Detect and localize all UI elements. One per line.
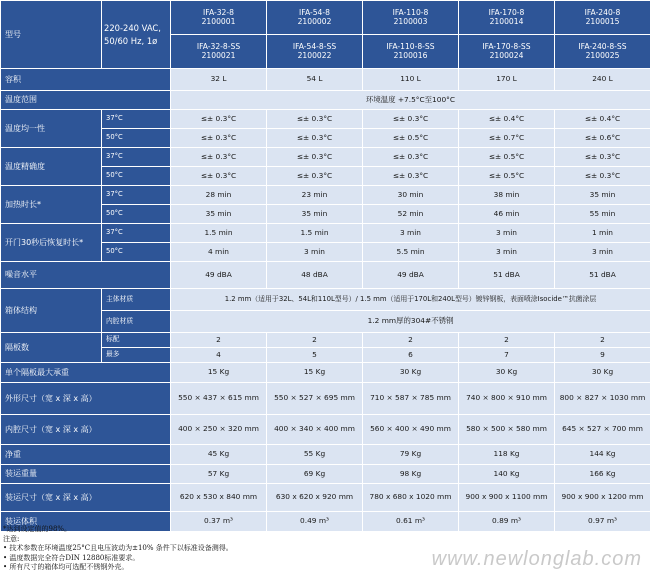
value-cell: ≤± 0.4°C — [555, 110, 650, 129]
value-cell: ≤± 0.6°C — [555, 129, 650, 148]
footnote-line: 注意: — [3, 534, 20, 543]
value-cell: 0.89 m³ — [459, 512, 555, 532]
value-cell: ≤± 0.3°C — [171, 129, 267, 148]
model-name-text: IFA-54-8 — [299, 7, 330, 17]
footnote-line: • 所有尺寸的箱体均可选配不锈钢外壳。 — [3, 563, 129, 571]
row-label: 装运体积 — [1, 512, 171, 532]
value-cell: 57 Kg — [171, 465, 267, 484]
model-code-text: 2100002 — [297, 16, 332, 26]
value-cell: ≤± 0.3°C — [555, 167, 650, 186]
value-cell: 400 × 250 × 320 mm — [171, 415, 267, 445]
value-cell: 1.5 min — [171, 224, 267, 243]
value-cell: 48 dBA — [267, 262, 363, 289]
value-cell: ≤± 0.5°C — [363, 129, 459, 148]
value-cell: 38 min — [459, 186, 555, 205]
value-cell: ≤± 0.4°C — [459, 110, 555, 129]
value-cell: ≤± 0.5°C — [459, 148, 555, 167]
value-cell: 560 × 400 × 490 mm — [363, 415, 459, 445]
value-cell: 0.49 m³ — [267, 512, 363, 532]
row-label: 开门30秒后恢复时长* — [1, 224, 102, 262]
header-row-1 — [1, 1, 650, 35]
row-label: 隔板数 — [1, 333, 102, 363]
value-cell: 69 Kg — [267, 465, 363, 484]
heatup-row-37 — [1, 186, 650, 205]
value-cell: 780 x 680 x 1020 mm — [363, 484, 459, 512]
ship-weight-row — [1, 465, 650, 484]
value-cell: 740 × 800 × 910 mm — [459, 383, 555, 415]
int-dim-row — [1, 415, 650, 445]
value-cell: 140 Kg — [459, 465, 555, 484]
value-cell: 144 Kg — [555, 445, 650, 465]
value-cell: ≤± 0.3°C — [267, 129, 363, 148]
capacity-row — [1, 69, 650, 91]
sub-label: 主体材质 — [102, 289, 171, 311]
model-ss-name — [267, 35, 363, 69]
value-cell: 55 Kg — [267, 445, 363, 465]
model-name-text: IFA-240-8 — [584, 7, 621, 17]
row-label: 净重 — [1, 445, 171, 465]
model-code-text: 2100015 — [585, 16, 620, 26]
model-ss-name-text: IFA-110-8-SS — [386, 41, 435, 51]
value-cell: 2 — [267, 333, 363, 348]
value-cell: 55 min — [555, 205, 650, 224]
model-ss-code-text: 2100022 — [297, 50, 332, 60]
row-label: 噪音水平 — [1, 262, 171, 289]
sub-label: 50°C — [102, 243, 171, 262]
accuracy-row-37 — [1, 148, 650, 167]
value-cell: ≤± 0.3°C — [171, 167, 267, 186]
sub-label: 最多 — [102, 348, 171, 363]
value-cell: 35 min — [171, 205, 267, 224]
model-ss-name — [459, 35, 555, 69]
row-label: 装运重量 — [1, 465, 171, 484]
value-cell: 900 x 900 x 1200 mm — [555, 484, 650, 512]
net-weight-row — [1, 445, 650, 465]
model-code-text: 2100014 — [489, 16, 524, 26]
model-name — [363, 1, 459, 35]
row-label: 温度精确度 — [1, 148, 102, 186]
value-cell: 5 — [267, 348, 363, 363]
value-cell: 800 × 827 × 1030 mm — [555, 383, 650, 415]
value-cell: ≤± 0.3°C — [267, 167, 363, 186]
value-cell: 645 × 527 × 700 mm — [555, 415, 650, 445]
value-cell: 0.61 m³ — [363, 512, 459, 532]
sub-label: 50°C — [102, 129, 171, 148]
value-cell: 30 Kg — [459, 363, 555, 383]
value-cell: 630 x 620 x 920 mm — [267, 484, 363, 512]
recovery-row-37 — [1, 224, 650, 243]
value-cell: 35 min — [555, 186, 650, 205]
value-cell: 79 Kg — [363, 445, 459, 465]
value-cell: 46 min — [459, 205, 555, 224]
value-cell: 7 — [459, 348, 555, 363]
sub-label: 37°C — [102, 186, 171, 205]
row-label: 温度范围 — [1, 91, 171, 110]
max-load-row — [1, 363, 650, 383]
row-label: 加热时长* — [1, 186, 102, 224]
value-cell: ≤± 0.5°C — [459, 167, 555, 186]
value-cell: 580 × 500 × 580 mm — [459, 415, 555, 445]
sub-label: 50°C — [102, 205, 171, 224]
sub-label: 50°C — [102, 167, 171, 186]
ext-dim-row — [1, 383, 650, 415]
structure-row-1 — [1, 289, 650, 311]
value-cell: 0.97 m³ — [555, 512, 650, 532]
value-cell: 1 min — [555, 224, 650, 243]
model-code-text: 2100003 — [393, 16, 428, 26]
value-cell: 1.2 mm（适用于32L、54L和110L型号）/ 1.5 mm（适用于170L和240L型号）镀锌钢板，表面喷涂Isocide™抗菌涂层 — [171, 289, 650, 311]
value-cell: 49 dBA — [171, 262, 267, 289]
row-label: 温度均一性 — [1, 110, 102, 148]
model-name-text: IFA-110-8 — [392, 7, 429, 17]
power-spec: 220-240 VAC, 50/60 Hz, 1ø — [102, 1, 171, 69]
shelves-row-1 — [1, 333, 650, 348]
value-cell: 49 dBA — [363, 262, 459, 289]
value-cell: ≤± 0.3°C — [363, 148, 459, 167]
value-cell: 9 — [555, 348, 650, 363]
row-label: 装运尺寸（宽 x 深 x 高） — [1, 484, 171, 512]
value-cell: ≤± 0.3°C — [171, 148, 267, 167]
value-cell: 2 — [459, 333, 555, 348]
value-cell: 0.37 m³ — [171, 512, 267, 532]
model-name-text: IFA-32-8 — [203, 7, 234, 17]
model-header: 型号 — [1, 1, 102, 69]
model-ss-code-text: 2100016 — [393, 50, 428, 60]
model-ss-name — [555, 35, 650, 69]
value-cell: 23 min — [267, 186, 363, 205]
value-cell: 28 min — [171, 186, 267, 205]
value-cell: 170 L — [459, 69, 555, 91]
value-cell: 710 × 587 × 785 mm — [363, 383, 459, 415]
sub-label: 37°C — [102, 110, 171, 129]
value-cell: 1.5 min — [267, 224, 363, 243]
value-cell: ≤± 0.3°C — [267, 148, 363, 167]
model-ss-name-text: IFA-54-8-SS — [292, 41, 337, 51]
sub-label: 37°C — [102, 148, 171, 167]
model-code-text: 2100001 — [201, 16, 236, 26]
value-cell: 环境温度 +7.5°C至100°C — [171, 91, 650, 110]
ship-dim-row — [1, 484, 650, 512]
value-cell: 45 Kg — [171, 445, 267, 465]
sub-label: 内腔材质 — [102, 311, 171, 333]
value-cell: 54 L — [267, 69, 363, 91]
value-cell: 240 L — [555, 69, 650, 91]
value-cell: 2 — [363, 333, 459, 348]
value-cell: 550 × 527 × 695 mm — [267, 383, 363, 415]
value-cell: ≤± 0.7°C — [459, 129, 555, 148]
value-cell: ≤± 0.3°C — [267, 110, 363, 129]
value-cell: 35 min — [267, 205, 363, 224]
value-cell: 3 min — [555, 243, 650, 262]
value-cell: 3 min — [267, 243, 363, 262]
value-cell: 51 dBA — [459, 262, 555, 289]
value-cell: 2 — [171, 333, 267, 348]
row-label: 内腔尺寸（宽 x 深 x 高） — [1, 415, 171, 445]
noise-row — [1, 262, 650, 289]
value-cell: 550 × 437 × 615 mm — [171, 383, 267, 415]
value-cell: 5.5 min — [363, 243, 459, 262]
value-cell: 110 L — [363, 69, 459, 91]
watermark: www.newlonglab.com — [431, 548, 642, 570]
value-cell: 400 × 340 × 400 mm — [267, 415, 363, 445]
sub-label: 37°C — [102, 224, 171, 243]
value-cell: 6 — [363, 348, 459, 363]
value-cell: 1.2 mm厚的304#不锈钢 — [171, 311, 650, 333]
model-name-text: IFA-170-8 — [488, 7, 525, 17]
value-cell: 98 Kg — [363, 465, 459, 484]
value-cell: ≤± 0.3°C — [363, 167, 459, 186]
value-cell: 3 min — [363, 224, 459, 243]
value-cell: 15 Kg — [171, 363, 267, 383]
value-cell: 4 — [171, 348, 267, 363]
value-cell: 620 x 530 x 840 mm — [171, 484, 267, 512]
row-label: 外形尺寸（宽 x 深 x 高） — [1, 383, 171, 415]
model-ss-code-text: 2100024 — [489, 50, 524, 60]
model-name — [267, 1, 363, 35]
value-cell: 51 dBA — [555, 262, 650, 289]
uniformity-row-37 — [1, 110, 650, 129]
model-ss-code-text: 2100025 — [585, 50, 620, 60]
value-cell: 166 Kg — [555, 465, 650, 484]
model-ss-name-text: IFA-32-8-SS — [196, 41, 241, 51]
value-cell: 3 min — [459, 224, 555, 243]
footnote-line: *达到设定值的98%。 — [3, 525, 72, 533]
value-cell: 3 min — [459, 243, 555, 262]
value-cell: 15 Kg — [267, 363, 363, 383]
value-cell: 900 x 900 x 1100 mm — [459, 484, 555, 512]
model-name — [555, 1, 650, 35]
sub-label: 标配 — [102, 333, 171, 348]
model-ss-name — [171, 35, 267, 69]
value-cell: 52 min — [363, 205, 459, 224]
model-name — [171, 1, 267, 35]
value-cell: 32 L — [171, 69, 267, 91]
row-label: 箱体结构 — [1, 289, 102, 333]
value-cell: ≤± 0.3°C — [171, 110, 267, 129]
value-cell: ≤± 0.3°C — [555, 148, 650, 167]
value-cell: 118 Kg — [459, 445, 555, 465]
model-name — [459, 1, 555, 35]
value-cell: 4 min — [171, 243, 267, 262]
row-label: 单个隔板最大承重 — [1, 363, 171, 383]
model-ss-name-text: IFA-170-8-SS — [482, 41, 531, 51]
value-cell: ≤± 0.3°C — [363, 110, 459, 129]
value-cell: 30 Kg — [555, 363, 650, 383]
value-cell: 2 — [555, 333, 650, 348]
row-label: 容积 — [1, 69, 171, 91]
value-cell: 30 Kg — [363, 363, 459, 383]
temp-range-row — [1, 91, 650, 110]
footnote-line: • 技术参数在环境温度25°C且电压波动为±10% 条件下以标准设备测得。 — [3, 544, 233, 552]
footnote-line: • 温度数据完全符合DIN 12880标准要求。 — [3, 553, 140, 562]
model-ss-name-text: IFA-240-8-SS — [578, 41, 627, 51]
model-ss-code-text: 2100021 — [201, 50, 236, 60]
value-cell: 30 min — [363, 186, 459, 205]
model-ss-name — [363, 35, 459, 69]
